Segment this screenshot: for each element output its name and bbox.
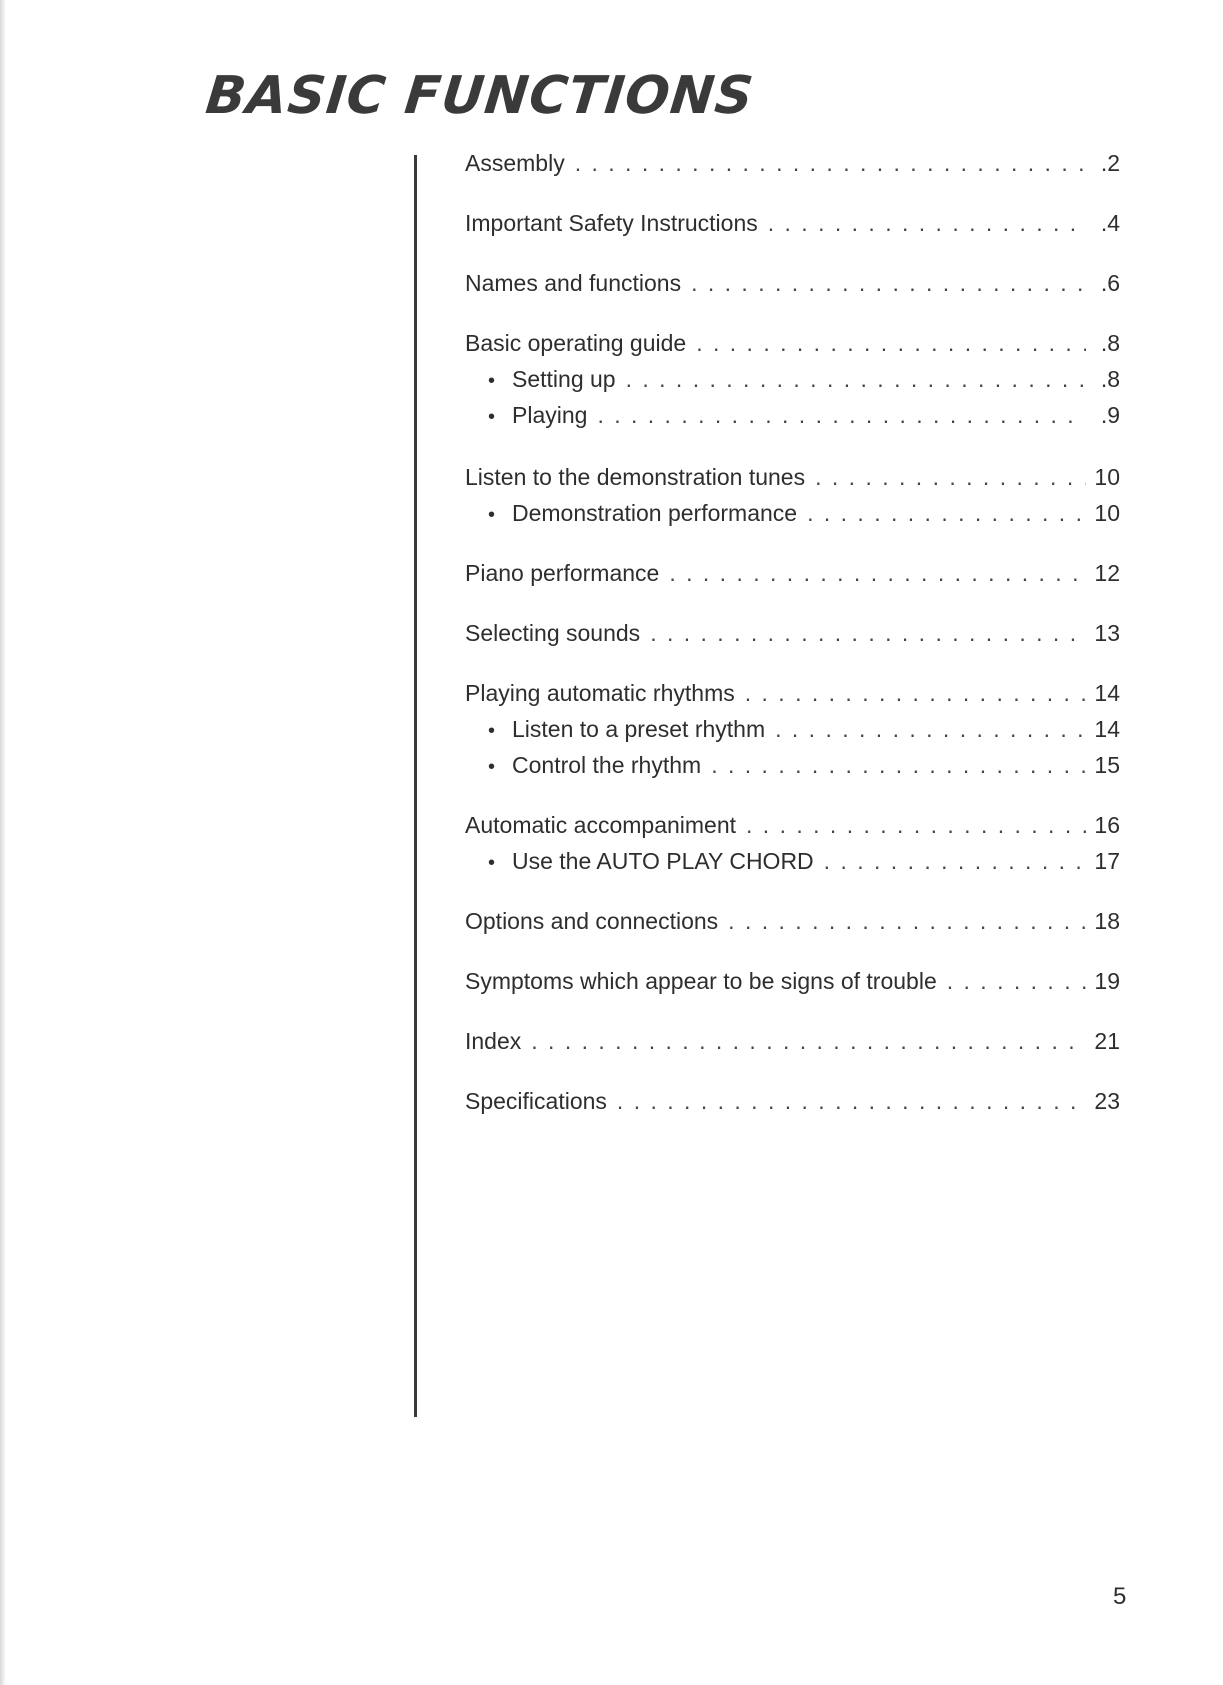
toc-entry-listen-to-the-demonstration-tunes[interactable] — [465, 461, 1120, 493]
toc-entry-playing-automatic-rhythms[interactable] — [465, 677, 1120, 709]
toc-dot-leader — [728, 905, 1086, 937]
toc-entry-control-the-rhythm[interactable] — [465, 749, 1120, 781]
toc-entry-use-the-auto-play-chord[interactable] — [465, 845, 1120, 877]
toc-entry-page: 23 — [1094, 1088, 1120, 1114]
toc-entry-names-and-functions[interactable] — [465, 267, 1120, 299]
toc-entry-options-and-connections[interactable] — [465, 905, 1120, 937]
toc-entry-page: 19 — [1094, 968, 1120, 994]
toc-entry-page: 18 — [1094, 908, 1120, 934]
toc-entry-page: .8 — [1100, 330, 1120, 356]
toc-entry-page: 15 — [1094, 752, 1120, 778]
toc-entry-label: Automatic accompaniment — [465, 812, 737, 838]
toc-dot-leader — [597, 399, 1086, 431]
toc-dot-leader — [807, 497, 1086, 529]
toc-dot-leader — [824, 845, 1086, 877]
toc-dot-leader — [575, 147, 1086, 179]
toc-dot-leader — [696, 327, 1086, 359]
toc-entry-label: Playing automatic rhythms — [465, 680, 735, 706]
page-title: BASIC FUNCTIONS — [203, 66, 757, 126]
toc-dot-leader — [650, 617, 1086, 649]
toc-dot-leader — [815, 461, 1086, 493]
toc-entry-label: Names and functions — [465, 270, 682, 296]
toc-entry-label: Selecting sounds — [465, 620, 641, 646]
toc-dot-leader — [775, 713, 1086, 745]
toc-entry-basic-operating-guide[interactable] — [465, 327, 1120, 359]
toc-entry-page: .2 — [1100, 150, 1120, 176]
toc-entry-page: 21 — [1094, 1028, 1120, 1054]
toc-entry-specifications[interactable] — [465, 1085, 1120, 1117]
toc-entry-label: • Use the AUTO PLAY CHORD — [465, 845, 814, 879]
toc-entry-important-safety-instructions[interactable] — [465, 207, 1120, 239]
toc-entry-piano-performance[interactable] — [465, 557, 1120, 589]
page-number: 5 — [1113, 1583, 1127, 1610]
toc-entry-automatic-accompaniment[interactable] — [465, 809, 1120, 841]
toc-entry-page: 10 — [1094, 464, 1120, 490]
toc-entry-label: Assembly — [465, 150, 565, 176]
toc-entry-setting-up[interactable] — [465, 363, 1120, 395]
toc-dot-leader — [691, 267, 1086, 299]
toc-entry-label: • Demonstration performance — [465, 497, 797, 531]
page-edge — [0, 0, 6, 1685]
toc-entry-label: • Control the rhythm — [465, 749, 701, 783]
toc-entry-label: • Setting up — [465, 363, 616, 397]
toc-entry-page: .9 — [1100, 402, 1120, 428]
toc-entry-label: Index — [465, 1028, 522, 1054]
toc-entry-label: Options and connections — [465, 908, 719, 934]
toc-entry-assembly[interactable] — [465, 147, 1120, 179]
toc-dot-leader — [745, 677, 1086, 709]
toc-entry-symptoms-which-appear-to-be-signs-of-trouble[interactable] — [465, 965, 1120, 997]
toc-dot-leader — [768, 207, 1086, 239]
toc-entry-page: 14 — [1094, 680, 1120, 706]
toc-entry-page: 13 — [1094, 620, 1120, 646]
toc-entry-label: Basic operating guide — [465, 330, 687, 356]
toc-entry-playing[interactable] — [465, 399, 1120, 431]
toc-entry-page: 17 — [1094, 848, 1120, 874]
toc-entry-page: 16 — [1094, 812, 1120, 838]
toc-dot-leader — [947, 965, 1086, 997]
toc-dot-leader — [746, 809, 1086, 841]
toc-entry-page: 12 — [1094, 560, 1120, 586]
toc-entry-label: Specifications — [465, 1088, 607, 1114]
toc-entry-label: • Listen to a preset rhythm — [465, 713, 765, 747]
toc-dot-leader — [617, 1085, 1086, 1117]
toc-dot-leader — [626, 363, 1086, 395]
toc-entry-demonstration-performance[interactable] — [465, 497, 1120, 529]
toc-entry-label: Listen to the demonstration tunes — [465, 464, 806, 490]
toc-entry-page: .6 — [1100, 270, 1120, 296]
toc-entry-listen-to-a-preset-rhythm[interactable] — [465, 713, 1120, 745]
toc-entry-label: Piano performance — [465, 560, 660, 586]
toc-entry-label: Important Safety Instructions — [465, 210, 758, 236]
toc-entry-page: .4 — [1100, 210, 1120, 236]
toc-dot-leader — [711, 749, 1086, 781]
toc-dot-leader — [669, 557, 1086, 589]
toc-dot-leader — [531, 1025, 1086, 1057]
toc-entry-selecting-sounds[interactable] — [465, 617, 1120, 649]
toc-divider — [414, 155, 417, 1417]
toc-entry-page: 14 — [1094, 716, 1120, 742]
toc-entry-page: 10 — [1094, 500, 1120, 526]
toc-entry-label: Symptoms which appear to be signs of trouble — [465, 968, 937, 994]
toc-entry-page: .8 — [1100, 366, 1120, 392]
toc-entry-index[interactable] — [465, 1025, 1120, 1057]
toc-entry-label: • Playing — [465, 399, 587, 433]
